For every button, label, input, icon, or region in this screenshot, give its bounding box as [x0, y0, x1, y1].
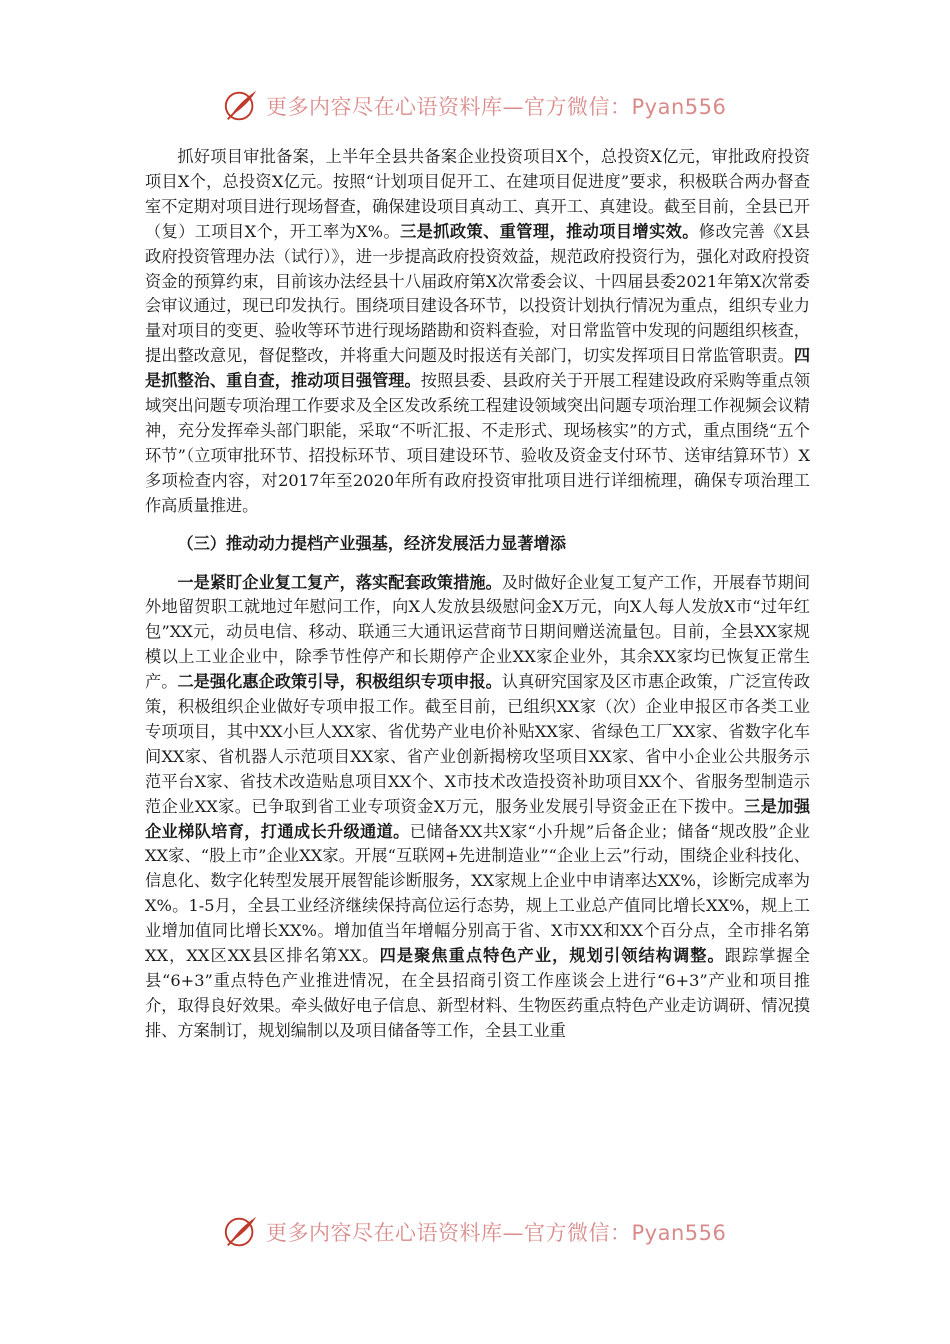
watermark-text: 更多内容尽在心语资料库—官方微信：Pyan556: [266, 95, 727, 119]
paragraph-project-approval: [145, 145, 810, 519]
document-body: [145, 145, 810, 1044]
text-run: 抓好项目审批备案，上半年全县共备案企业投资项目X个，总投资X亿元，审批政府投资项目X个，总投资X亿元。按照“计划项目促开工、在建项目促进度”要求，积极联合两办督查室不定期对项目进行现场督查，确保建设项目真动工、真开工、真建设。截至目前，全县已开（复）工项目X个，开工率为X%。: [145, 147, 810, 241]
text-run: 认真研究国家及区市惠企政策，广泛宣传政策，积极组织企业做好专项申报工作。截至目前，已组织XX家（次）企业申报区市各类工业专项项目，其中XX小巨人XX家、省优势产业电价补贴XX家、省绿色工厂XX家、省数字化车间XX家、省机器人示范项目XX家、省产业创新揭榜攻坚项目XX家、省中小企业公共服务示范平台X家、省技术改造贴息项目XX个、X市技术改造投资补助项目XX个、省服务型制造示范企业XX家。已争取到省工业专项资金X万元，服务业发展引导资金正在下拨中。: [145, 672, 811, 816]
text-run: 已储备XX共X家“小升规”后备企业；储备“规改股”企业XX家、“股上市”企业XX家。开展“互联网+先进制造业”“企业上云”行动，围绕企业科技化、信息化、数字化转型发展开展智能诊断服务，XX家规上企业中申请率达XX%，诊断完成率为X%。1-5月，全县工业经济继续保持高位运行态势，规上工业总产值同比增长XX%，规上工业增加值同比增长XX%。增加值当年增幅分别高于省、X市XX和XX个百分点，全市排名第XX，XX区XX县区排名第XX。: [145, 821, 810, 966]
text-run: 修改完善《X县政府投资管理办法（试行）》，进一步提高政府投资效益，规范政府投资行为，强化对政府投资资金的预算约束，目前该办法经县十八届政府第X次常委会议、十四届县委2021年第X次常委会审议通过，现已印发执行。围绕项目建设各环节，以投资计划执行情况为重点，组织专业力量对项目的变更、验收等环节进行现场踏勘和资料查验，对日常监管中发现的问题组织核查，提出整改意见，督促整改，并将重大问题及时报送有关部门，切实发挥项目日常监管职责。: [145, 221, 810, 366]
bold-lead-4: 四是聚焦重点特色产业，规划引领结构调整。: [379, 946, 725, 966]
watermark-banner-bottom: [222, 1212, 742, 1252]
watermark-text: 更多内容尽在心语资料库—官方微信：Pyan556: [266, 1221, 727, 1245]
feather-pen-logo-icon: [222, 87, 260, 125]
bold-lead-2: 二是强化惠企政策引导，积极组织专项申报。: [177, 672, 502, 692]
bold-lead-1: 一是紧盯企业复工复产，落实配套政策措施。: [177, 572, 502, 592]
watermark-banner-top: [222, 86, 742, 126]
bold-lead-3: 三是抓政策、重管理，推动项目增实效。: [400, 221, 699, 241]
text-run: 按照县委、县政府关于开展工程建设政府采购等重点领域突出问题专项治理工作要求及全区发改系统工程建设领域突出问题专项治理工作视频会议精神，充分发挥牵头部门职能，采取“不听汇报、不走形式、现场核实”的方式，重点围绕“五个环节”（立项审批环节、招投标环节、项目建设环节、验收及资金支付环节、送审结算环节）X多项检查内容，对2017年至2020年所有政府投资审批项目进行详细梳理，确保专项治理工作高质量推进。: [145, 371, 811, 515]
bold-lead-3: 三是加强企业梯队培育，打通成长升级通道。: [145, 796, 811, 841]
text-run: 跟踪掌握全县“6+3”重点特色产业推进情况，在全县招商引资工作座谈会上进行“6+3”产业和项目推介，取得良好效果。牵头做好电子信息、新型材料、生物医药重点特色产业走访调研、情况摸排、方案制订，规划编制以及项目储备等工作，全县工业重: [145, 946, 810, 1040]
paragraph-industry: [145, 571, 810, 1044]
text-run: 及时做好企业复工复产工作，开展春节期间外地留贺职工就地过年慰问工作，向X人发放县级慰问金X万元，向X人每人发放X市“过年红包”XX元，动员电信、移动、联通三大通讯运营商节日期间赠送流量包。目前，全县XX家规模以上工业企业中，除季节性停产和长期停产企业XX家企业外，其余XX家均已恢复正常生产。: [145, 572, 811, 692]
bold-lead-4: 四是抓整治、重自查，推动项目强管理。: [145, 346, 810, 391]
section-heading-3: （三）推动动力提档产业强基，经济发展活力显著增添: [177, 533, 566, 553]
feather-pen-logo-icon: [222, 1213, 260, 1251]
